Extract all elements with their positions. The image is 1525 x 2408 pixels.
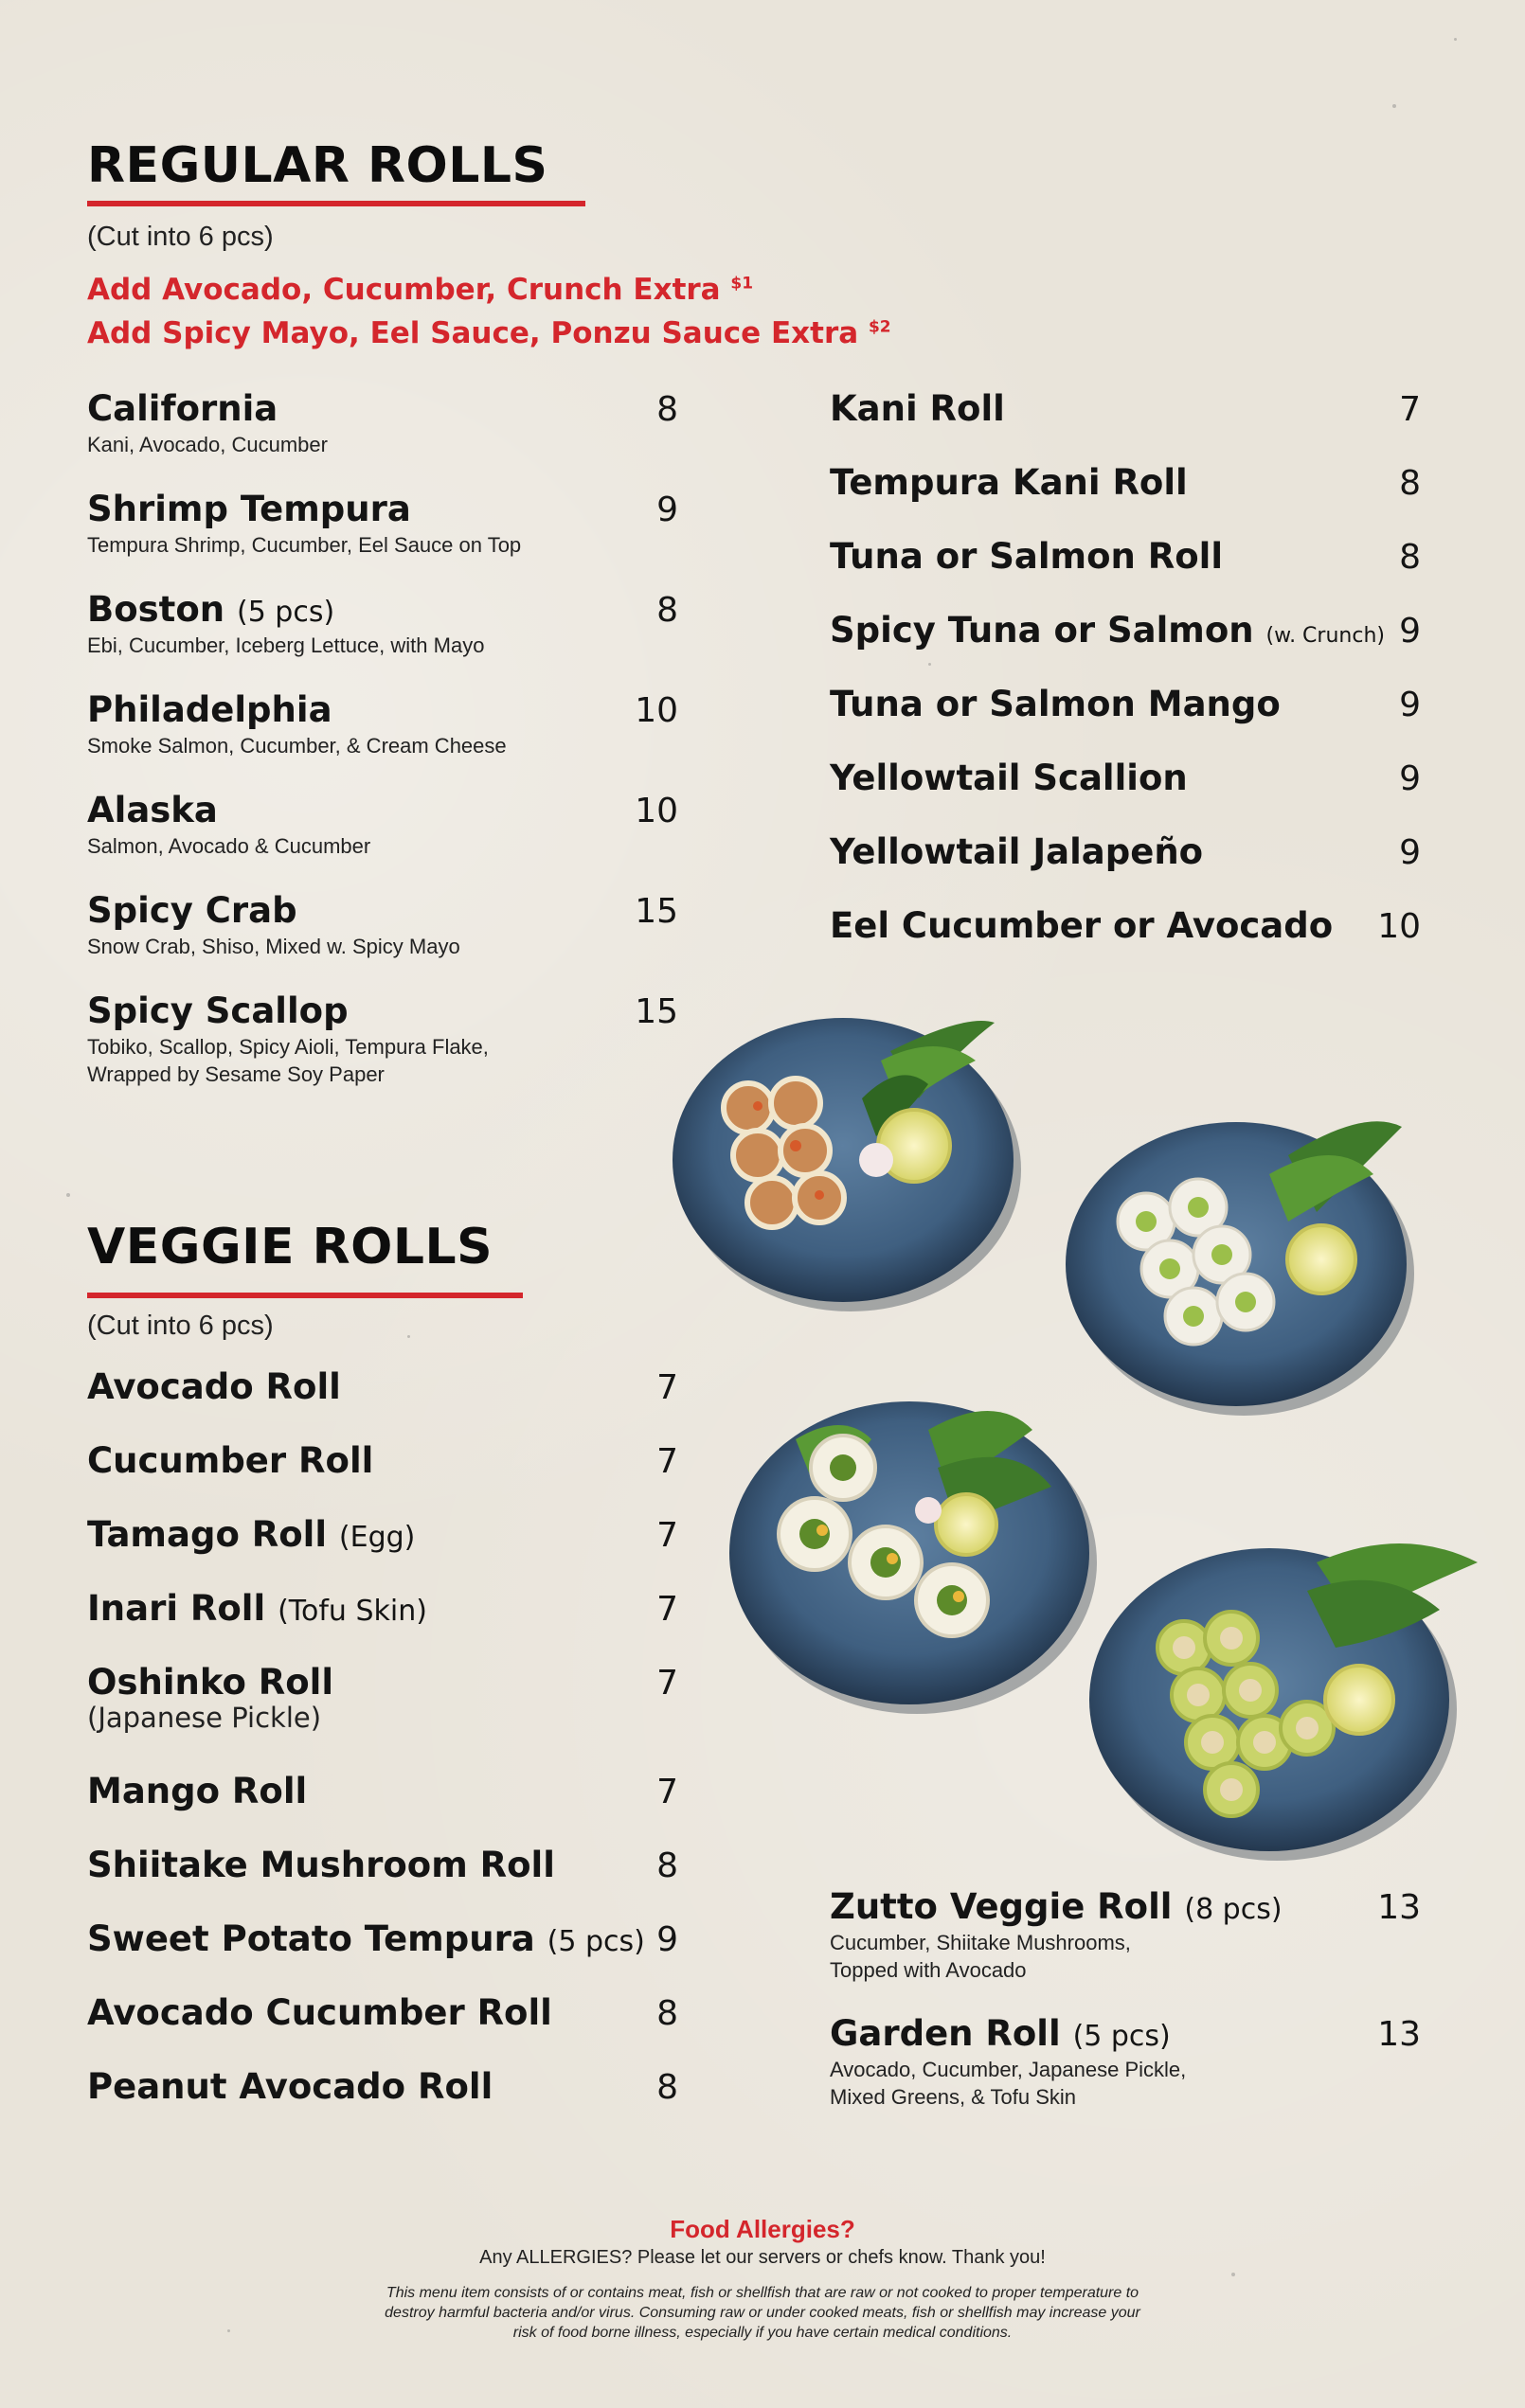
item-price: 8 [656, 390, 678, 429]
menu-item-spicy-scallop: Spicy Scallop Tobiko, Scallop, Spicy Aioli, Tempura Flake, Wrapped by Sesame Soy Paper [87, 990, 489, 1086]
item-price: 9 [656, 491, 678, 529]
menu-item-yellowtail-jalapeno: Yellowtail Jalapeño [830, 831, 1204, 872]
menu-item-spicy-tuna-or-salmon: Spicy Tuna or Salmon (w. Crunch) [830, 610, 1385, 651]
item-price: 7 [656, 1590, 678, 1629]
sushi-plates-image [654, 994, 1506, 1875]
sushi-plate-avocado-rolls [1066, 1121, 1414, 1416]
menu-item-kani-roll: Kani Roll [830, 388, 1005, 429]
title-underline [87, 201, 585, 206]
sushi-plate-crab-rolls [673, 1018, 1021, 1311]
menu-item-alaska: Alaska Salmon, Avocado & Cucumber [87, 790, 371, 858]
item-price: 15 [635, 892, 678, 931]
menu-item-avocado-cucumber-roll: Avocado Cucumber Roll [87, 1992, 552, 2033]
menu-item-california: California Kani, Avocado, Cucumber [87, 388, 328, 456]
item-price: 7 [656, 1773, 678, 1811]
menu-item-sweet-potato-tempura: Sweet Potato Tempura (5 pcs) [87, 1918, 645, 1959]
menu-item-boston: Boston (5 pcs) Ebi, Cucumber, Iceberg Lettuce, with Mayo [87, 589, 485, 657]
item-price: 7 [656, 1664, 678, 1703]
menu-item-eel-cucumber-or-avocado: Eel Cucumber or Avocado [830, 905, 1334, 946]
menu-item-tamago-roll: Tamago Roll (Egg) [87, 1514, 416, 1555]
extra-charge-note-1: Add Avocado, Cucumber, Crunch Extra $^{\$1}$ [87, 273, 754, 307]
menu-item-tempura-kani-roll: Tempura Kani Roll [830, 462, 1188, 503]
menu-item-yellowtail-scallion: Yellowtail Scallion [830, 758, 1188, 798]
allergy-notice: Any ALLERGIES? Please let our servers or chefs know. Thank you! [479, 2247, 1046, 2268]
cut-note: (Cut into 6 pcs) [87, 222, 274, 252]
item-price: 8 [656, 591, 678, 630]
item-price: 13 [1377, 2015, 1421, 2054]
item-price: 9 [1399, 833, 1421, 872]
item-price: 10 [1377, 907, 1421, 946]
item-price: 10 [635, 691, 678, 730]
item-price: 7 [656, 1516, 678, 1555]
menu-item-cucumber-roll: Cucumber Roll [87, 1440, 374, 1481]
item-price: 7 [656, 1368, 678, 1407]
food-allergies-heading: Food Allergies? [670, 2215, 855, 2243]
item-price: 8 [1399, 464, 1421, 503]
sushi-plate-avocado-topped-rolls [1089, 1543, 1478, 1861]
item-price: 8 [656, 2068, 678, 2107]
cut-note: (Cut into 6 pcs) [87, 1311, 274, 1341]
item-price: 10 [635, 792, 678, 830]
menu-item-philadelphia: Philadelphia Smoke Salmon, Cucumber, & Cream Cheese [87, 689, 507, 758]
item-price: 7 [656, 1442, 678, 1481]
raw-food-disclaimer: This menu item consists of or contains meat, fish or shellfish that are raw or not cooked to proper temperature to destroy harmful bacteria and/or virus. Consuming raw or under cooked meats, fish or shellfish may increase your risk of food borne illness, especially if you have certain medical conditions. [385, 2285, 1140, 2341]
item-price: 9 [1399, 612, 1421, 651]
menu-item-tuna-or-salmon-mango: Tuna or Salmon Mango [830, 684, 1281, 724]
menu-item-shiitake-mushroom-roll: Shiitake Mushroom Roll [87, 1845, 555, 1885]
item-price: 15 [635, 992, 678, 1031]
item-price: 8 [656, 1994, 678, 2033]
sushi-plate-veggie-rolls [729, 1401, 1097, 1714]
item-price: 7 [1399, 390, 1421, 429]
item-price: 8 [656, 1846, 678, 1885]
menu-item-mango-roll: Mango Roll [87, 1771, 308, 1811]
menu-item-tuna-or-salmon-roll: Tuna or Salmon Roll [830, 536, 1224, 577]
title-underline [87, 1293, 523, 1298]
menu-item-inari-roll: Inari Roll (Tofu Skin) [87, 1588, 427, 1629]
item-price: 13 [1377, 1888, 1421, 1927]
item-price: 9 [1399, 759, 1421, 798]
item-price: 9 [656, 1920, 678, 1959]
menu-item-peanut-avocado-roll: Peanut Avocado Roll [87, 2066, 493, 2107]
menu-item-garden-roll: Garden Roll (5 pcs) Avocado, Cucumber, Japanese Pickle, Mixed Greens, & Tofu Skin [830, 2013, 1187, 2109]
menu-item-shrimp-tempura: Shrimp Tempura Tempura Shrimp, Cucumber, Eel Sauce on Top [87, 489, 522, 557]
menu-item-spicy-crab: Spicy Crab Snow Crab, Shiso, Mixed w. Spicy Mayo [87, 890, 460, 958]
item-price: 8 [1399, 538, 1421, 577]
regular-rolls-title: REGULAR ROLLS [87, 137, 548, 194]
veggie-rolls-title: VEGGIE ROLLS [87, 1219, 493, 1275]
menu-item-zutto-veggie-roll: Zutto Veggie Roll (8 pcs) Cucumber, Shiitake Mushrooms, Topped with Avocado [830, 1886, 1283, 1982]
item-price: 9 [1399, 686, 1421, 724]
menu-item-oshinko-roll: Oshinko Roll (Japanese Pickle) [87, 1662, 334, 1734]
extra-charge-note-2: Add Spicy Mayo, Eel Sauce, Ponzu Sauce Extra $^{\$2}$ [87, 316, 891, 350]
menu-item-avocado-roll: Avocado Roll [87, 1366, 341, 1407]
